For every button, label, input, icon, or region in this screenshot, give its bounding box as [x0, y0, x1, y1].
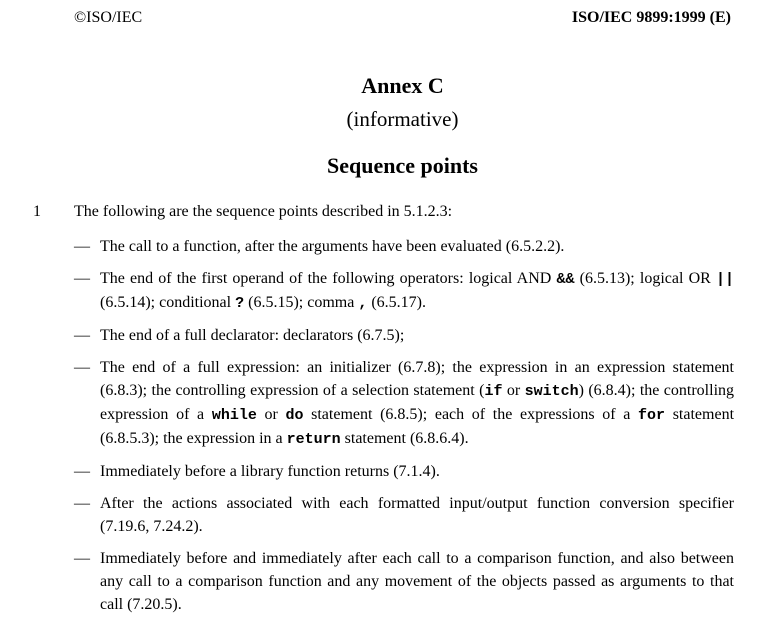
- code-keyword-if: if: [484, 383, 503, 400]
- item-text: or: [502, 382, 525, 399]
- code-operator-or: ||: [716, 271, 735, 288]
- list-item: [74, 267, 734, 315]
- item-text: Immediately before and immediately after each call to a comparison function, and also between any call to a comparison function and any movement of the objects passed as arguments to that call (7.20.5).: [100, 550, 734, 613]
- dash-marker: —: [74, 463, 90, 480]
- dash-marker: —: [74, 238, 90, 255]
- item-text: The end of the first operand of the following operators: logical AND: [100, 270, 557, 287]
- list-item: [74, 492, 734, 538]
- code-keyword-switch: switch: [524, 383, 579, 400]
- dash-marker: —: [74, 327, 90, 344]
- dash-marker: —: [74, 495, 90, 512]
- item-text: statement (6.8.5); each of the expressions of a: [303, 406, 639, 423]
- list-item: [74, 324, 734, 347]
- item-text: The end of a full expression: an initializer (6.7.8); the expression in an expression statement (6.8.3); the controlling expression of a selection statement (: [100, 359, 734, 399]
- item-text: statement (6.8.5.3); the expression in a: [100, 406, 735, 447]
- dash-marker: —: [74, 270, 90, 287]
- item-text: (6.5.15); comma: [244, 294, 359, 311]
- item-text: (6.5.13); logical OR: [574, 270, 716, 287]
- list-item: [74, 235, 734, 258]
- item-text: After the actions associated with each formatted input/output function conversion specifier (7.19.6, 7.24.2).: [100, 495, 734, 535]
- code-keyword-return: return: [286, 431, 341, 448]
- item-text: statement (6.8.6.4).: [340, 430, 469, 447]
- code-keyword-while: while: [211, 407, 257, 424]
- section-title: Sequence points: [327, 153, 478, 178]
- sequence-points-list: [74, 235, 734, 616]
- header-copyright: ©ISO/IEC: [74, 9, 143, 26]
- annex-title: Annex C: [361, 73, 444, 98]
- item-text: or: [256, 406, 286, 423]
- item-text: (6.5.14); conditional: [100, 294, 236, 311]
- code-keyword-for: for: [638, 407, 666, 424]
- code-operator-and: &&: [556, 271, 575, 288]
- item-text: The call to a function, after the arguments have been evaluated (6.5.2.2).: [100, 238, 565, 255]
- list-item: [74, 356, 734, 451]
- paragraph-number: 1: [33, 203, 41, 220]
- code-operator-conditional: ?: [235, 295, 245, 312]
- item-text: ) (6.8.4); the controlling expression of a: [100, 382, 735, 423]
- dash-marker: —: [74, 359, 90, 376]
- code-operator-comma: ,: [358, 295, 368, 312]
- item-text: The end of a full declarator: declarators (6.7.5);: [100, 327, 405, 344]
- annex-subtitle: (informative): [346, 107, 459, 131]
- dash-marker: —: [74, 550, 90, 567]
- code-keyword-do: do: [285, 407, 304, 424]
- item-text: (6.5.17).: [367, 294, 426, 311]
- header-standard-id: ISO/IEC 9899:1999 (E): [571, 9, 731, 26]
- item-text: Immediately before a library function returns (7.1.4).: [100, 463, 440, 480]
- paragraph-intro: The following are the sequence points described in 5.1.2.3:: [74, 203, 453, 220]
- list-item: [74, 547, 734, 616]
- list-item: [74, 460, 734, 483]
